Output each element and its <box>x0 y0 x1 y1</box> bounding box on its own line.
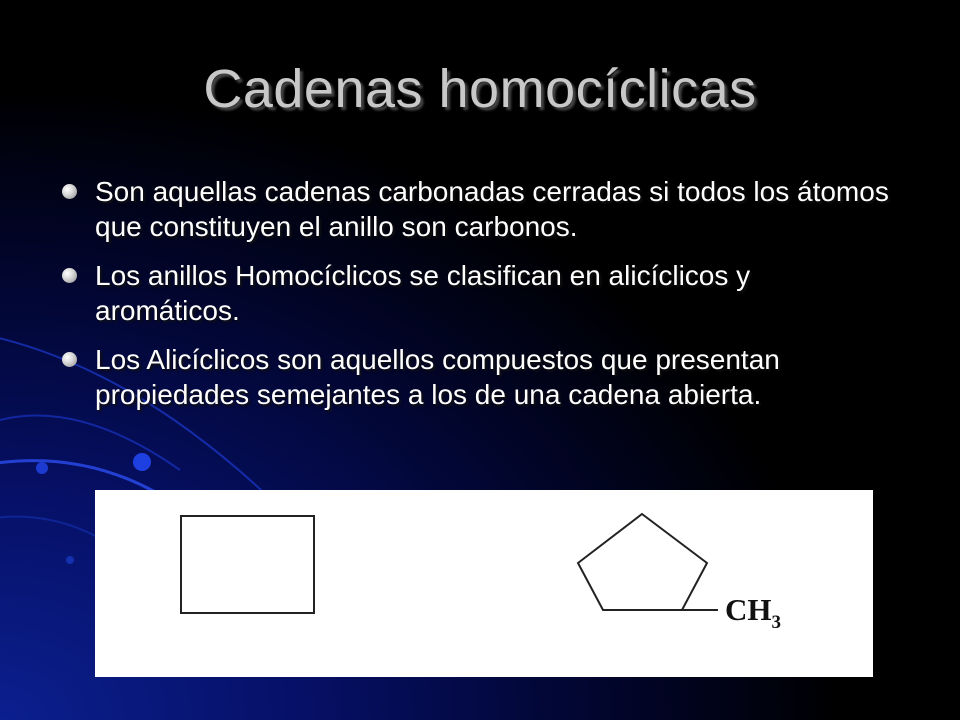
slide-title: Cadenas homocíclicas <box>203 59 757 119</box>
bullet-text: Los Alicíclicos son aquellos compuestos que presentan propiedades semejantes a los de una cadena abierta. <box>95 344 780 410</box>
methyl-subscript: 3 <box>771 612 781 633</box>
bullet-text: Los anillos Homocíclicos se clasifican en alicíclicos y aromáticos. <box>95 260 751 326</box>
methyl-label <box>725 592 781 633</box>
cyclobutane-ring <box>181 516 314 613</box>
cyclopentane-ring <box>578 514 707 610</box>
bullet-text: Son aquellas cadenas carbonadas cerradas si todos los átomos que constituyen el anillo son carbonos. <box>95 176 889 242</box>
methyl-main-text: CH <box>725 592 772 627</box>
